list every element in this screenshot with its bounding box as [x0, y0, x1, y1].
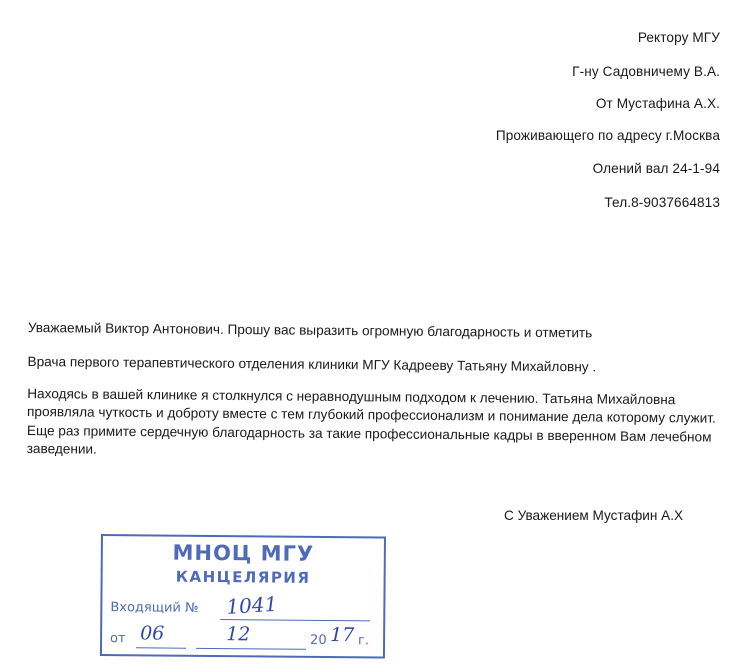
addressee-name-line: Г-ну Садовничему В.А.: [572, 64, 720, 79]
stamp-incoming-label: Входящий №: [110, 600, 199, 616]
phone-line: Тел.8-9037664813: [604, 195, 720, 210]
stamp-incoming-number: 1041: [225, 591, 278, 619]
signature: С Уважением Мустафин А.Х: [504, 508, 684, 523]
stamp-org-name: МНОЦ МГУ: [172, 540, 315, 566]
doctor-paragraph: Врача первого терапевтического отделения клиники МГУ Кадрееву Татьяну Михайловну .: [27, 353, 597, 375]
stamp-year-suffix: г.: [358, 633, 370, 649]
stamp-year-prefix: 20: [310, 632, 327, 648]
stamp-date-label: от: [110, 631, 126, 647]
street-line: Олений вал 24-1-94: [592, 161, 720, 176]
stamp-department: КАНЦЕЛЯРИЯ: [175, 567, 311, 587]
registry-stamp: [100, 534, 386, 658]
stamp-month: 12: [226, 623, 251, 646]
stamp-incoming-underline: [220, 619, 370, 621]
stamp-day-underline: [136, 647, 186, 648]
address-line: Проживающего по адресу г.Москва: [495, 128, 720, 143]
addressee-line: Ректору МГУ: [637, 30, 720, 45]
greeting-paragraph: Уважаемый Виктор Антонович. Прошу вас выразить огромную благодарность и отметить: [27, 319, 593, 341]
stamp-day: 06: [140, 622, 165, 645]
sender-line: От Мустафина А.Х.: [595, 96, 720, 111]
stamp-year: 17: [330, 624, 355, 647]
gratitude-paragraph: Находясь в вашей клинике я столкнулся с неравнодушным подходом к лечению. Татьяна Михайловна проявляла чуткость и доброту вместе с тем глубокий профессионализм и понимание дела которому служит. Еще раз примите сердечную благодарность за такие профессиональные кадры в вверенном Вам лечебном заведении.: [26, 385, 716, 457]
letter-body: [26, 318, 728, 457]
stamp-month-underline: [196, 648, 306, 650]
